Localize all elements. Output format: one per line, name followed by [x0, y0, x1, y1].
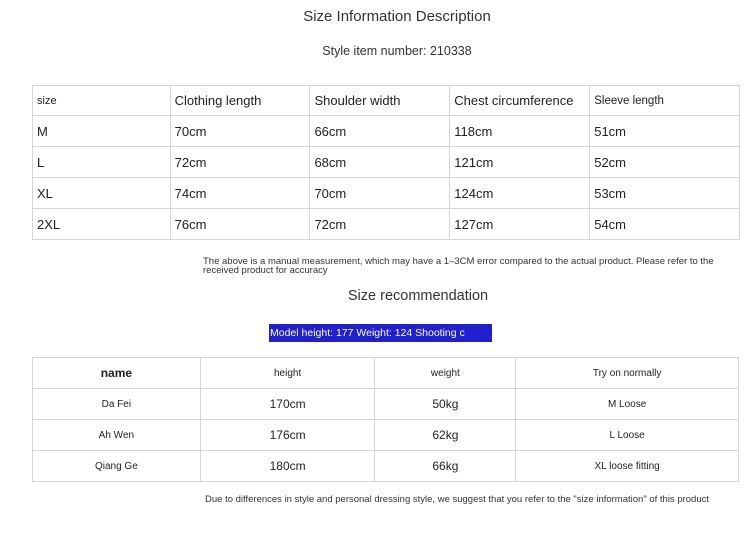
table-cell: Qiang Ge [33, 451, 201, 482]
size-info-table [32, 85, 740, 240]
table-cell: 66cm [310, 116, 450, 147]
table-cell: L Loose [516, 420, 739, 451]
header-cell: name [33, 358, 201, 389]
table-cell: 76cm [170, 209, 310, 240]
header-cell: Chest circumference [450, 86, 590, 116]
table-header-row [33, 86, 740, 116]
table-row [33, 209, 740, 240]
table-cell: 72cm [170, 147, 310, 178]
table-cell: 74cm [170, 178, 310, 209]
header-cell: Try on normally [516, 358, 739, 389]
table-row [33, 420, 739, 451]
table-row [33, 147, 740, 178]
table-cell: XL [33, 178, 171, 209]
table-cell: 52cm [590, 147, 740, 178]
table-row [33, 116, 740, 147]
recommendation-table [32, 357, 739, 482]
table-cell: Ah Wen [33, 420, 201, 451]
table-cell: 127cm [450, 209, 590, 240]
table-cell: 66kg [375, 451, 516, 482]
size-info-title: Size Information Description [303, 8, 491, 25]
model-info-highlight: Model height: 177 Weight: 124 Shooting c [269, 324, 492, 342]
table-cell: 50kg [375, 389, 516, 420]
table-cell: 124cm [450, 178, 590, 209]
header-cell: Clothing length [170, 86, 310, 116]
table-cell: 118cm [450, 116, 590, 147]
table-cell: 51cm [590, 116, 740, 147]
header-cell: weight [375, 358, 516, 389]
table-cell: 53cm [590, 178, 740, 209]
table-cell: 62kg [375, 420, 516, 451]
table-cell: XL loose fitting [516, 451, 739, 482]
dressing-style-note: Due to differences in style and personal dressing style, we suggest that you refer to the "size information" of this product [205, 494, 710, 505]
table-cell: 70cm [310, 178, 450, 209]
style-item-number: Style item number: 210338 [322, 44, 472, 58]
table-row [33, 178, 740, 209]
table-row [33, 389, 739, 420]
table-cell: 70cm [170, 116, 310, 147]
table-cell: 2XL [33, 209, 171, 240]
header-cell: size [33, 86, 171, 116]
table-cell: 170cm [200, 389, 375, 420]
table-cell: Da Fei [33, 389, 201, 420]
table-row [33, 451, 739, 482]
table-cell: 54cm [590, 209, 740, 240]
measurement-note: The above is a manual measurement, which may have a 1–3CM error compared to the actual product. Please refer to the received product for accuracy [203, 256, 714, 276]
table-cell: 72cm [310, 209, 450, 240]
table-cell: M Loose [516, 389, 739, 420]
table-cell: 176cm [200, 420, 375, 451]
table-cell: 180cm [200, 451, 375, 482]
table-header-row [33, 358, 739, 389]
size-recommendation-title: Size recommendation [347, 288, 489, 304]
header-cell: Shoulder width [310, 86, 450, 116]
header-cell: Sleeve length [590, 86, 740, 116]
table-cell: M [33, 116, 171, 147]
table-cell: L [33, 147, 171, 178]
table-cell: 121cm [450, 147, 590, 178]
table-cell: 68cm [310, 147, 450, 178]
header-cell: height [200, 358, 375, 389]
